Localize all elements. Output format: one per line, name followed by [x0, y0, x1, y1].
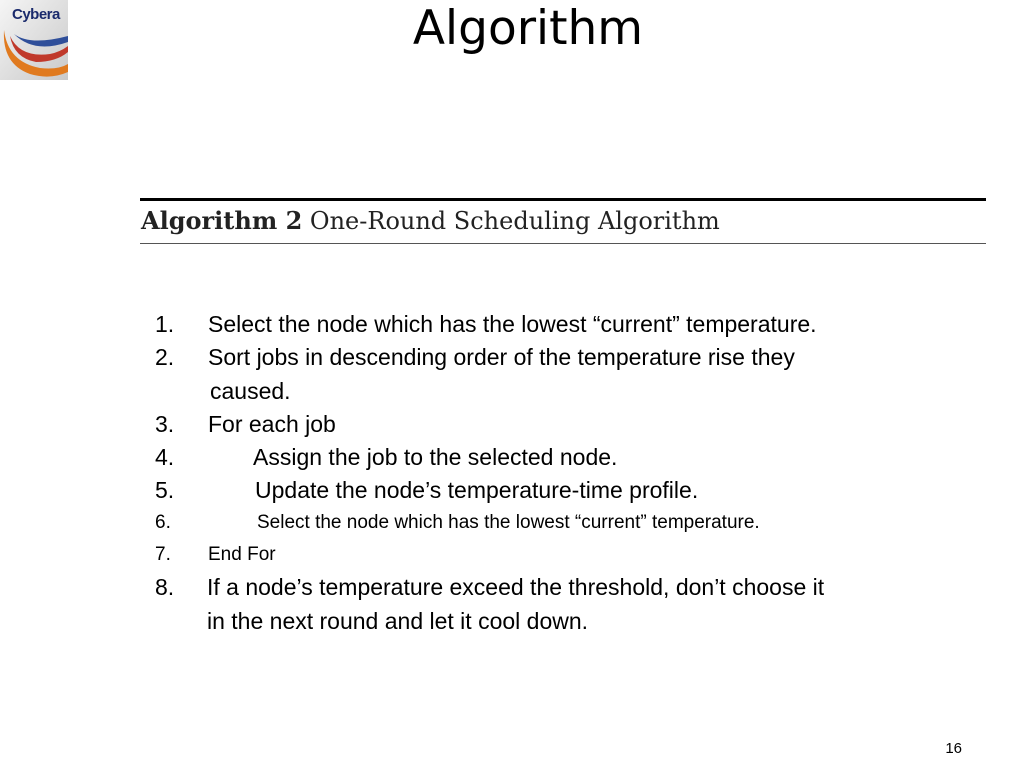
step-number: 2. — [155, 344, 175, 370]
step-text: Sort jobs in descending order of the temperature rise they — [208, 344, 795, 370]
algorithm-name: One-Round Scheduling Algorithm — [309, 207, 720, 235]
step-text: Update the node’s temperature-time profile. — [255, 477, 699, 503]
step-number: 7. — [155, 544, 171, 565]
step-3 — [155, 408, 995, 441]
step-text: For each job — [208, 411, 336, 437]
step-6 — [155, 507, 995, 539]
algorithm-steps — [155, 308, 995, 638]
step-text: Select the node which has the lowest “current” temperature. — [208, 311, 817, 337]
step-8-continuation — [155, 604, 995, 638]
logo-text: Cybera — [12, 6, 60, 23]
step-text-continuation: caused. — [210, 378, 291, 404]
step-number: 8. — [155, 574, 175, 600]
step-7 — [155, 539, 995, 571]
step-4 — [155, 441, 995, 474]
step-number: 6. — [155, 512, 171, 533]
step-number: 5. — [155, 477, 175, 503]
bottom-rule — [140, 243, 986, 244]
step-2-continuation — [155, 374, 995, 408]
top-rule — [140, 198, 986, 201]
step-1 — [155, 308, 995, 341]
algorithm-caption — [141, 205, 720, 237]
step-text: Assign the job to the selected node. — [253, 444, 618, 470]
step-2 — [155, 341, 995, 374]
step-number: 1. — [155, 311, 175, 337]
step-number: 3. — [155, 411, 175, 437]
step-text: If a node’s temperature exceed the threshold, don’t choose it — [207, 574, 825, 600]
step-5 — [155, 474, 995, 507]
step-text: Select the node which has the lowest “current” temperature. — [257, 512, 760, 533]
step-text: End For — [208, 544, 276, 565]
page-number: 16 — [945, 740, 962, 757]
algorithm-header — [140, 198, 986, 246]
step-text-continuation: in the next round and let it cool down. — [207, 608, 589, 634]
slide-title: Algorithm — [412, 1, 644, 56]
algorithm-label: Algorithm 2 — [141, 206, 303, 235]
step-number: 4. — [155, 444, 175, 470]
step-8 — [155, 571, 995, 604]
